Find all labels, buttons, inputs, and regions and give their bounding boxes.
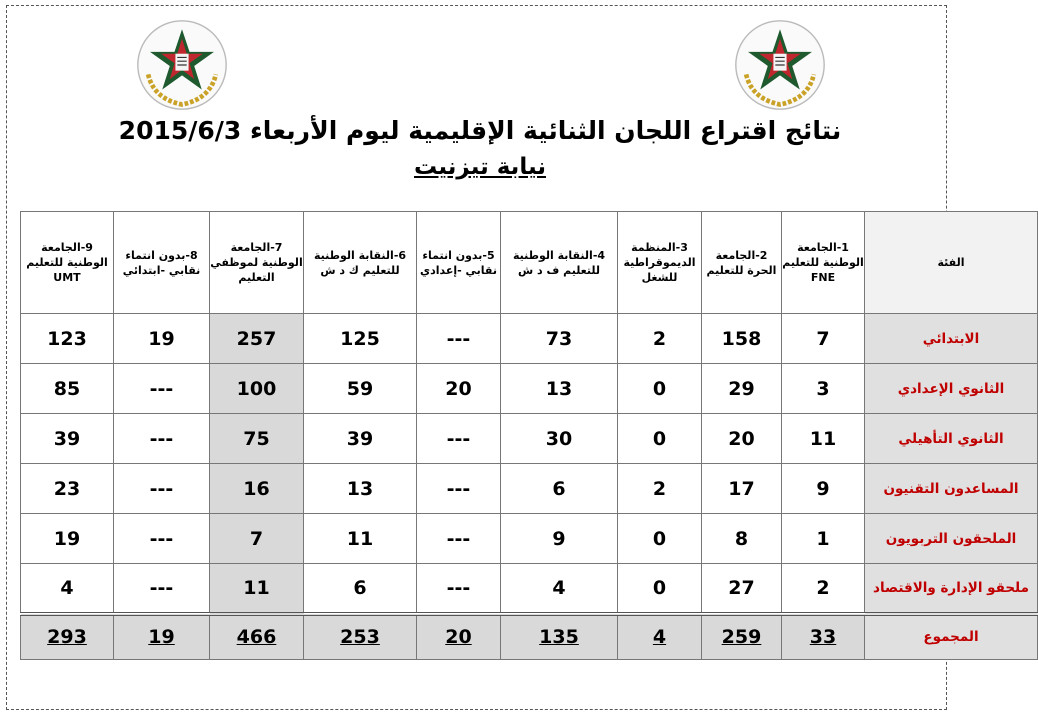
value-cell: 2 [782, 564, 865, 614]
total-cell: 33 [782, 614, 865, 660]
total-cell: 4 [618, 614, 702, 660]
table-row [21, 314, 1038, 364]
total-cell: 253 [304, 614, 417, 660]
column-header: 7-الجامعة الوطنية لموظفي التعليم [210, 212, 304, 314]
emblem-logo-left-icon [135, 18, 229, 112]
value-cell: 20 [702, 414, 782, 464]
value-cell: 3 [782, 364, 865, 414]
value-cell: 100 [210, 364, 304, 414]
table-row [21, 364, 1038, 414]
page-title: نتائج اقتراع اللجان الثنائية الإقليمية ليوم الأربعاء 2015/6/3 [118, 116, 842, 145]
value-cell: 59 [304, 364, 417, 414]
column-header: 2-الجامعة الحرة للتعليم [702, 212, 782, 314]
total-cell: 19 [114, 614, 210, 660]
value-cell: 19 [114, 314, 210, 364]
column-header: 1-الجامعة الوطنية للتعليم FNE [782, 212, 865, 314]
value-cell: 2 [618, 314, 702, 364]
value-cell: 9 [501, 514, 618, 564]
value-cell: --- [417, 514, 501, 564]
value-cell: --- [114, 414, 210, 464]
value-cell: 7 [210, 514, 304, 564]
value-cell: 1 [782, 514, 865, 564]
total-cell: 293 [21, 614, 114, 660]
value-cell: 2 [618, 464, 702, 514]
results-table [20, 211, 1038, 660]
value-cell: 13 [304, 464, 417, 514]
value-cell: 11 [210, 564, 304, 614]
value-cell: 11 [782, 414, 865, 464]
column-header: 6-النقابة الوطنية للتعليم ك د ش [304, 212, 417, 314]
category-cell: ملحقو الإدارة والاقتصاد [865, 564, 1038, 614]
value-cell: --- [417, 414, 501, 464]
value-cell: --- [417, 564, 501, 614]
subtitle-text: نيابة تيزنيت [414, 154, 546, 180]
value-cell: 29 [702, 364, 782, 414]
value-cell: 11 [304, 514, 417, 564]
value-cell: --- [417, 314, 501, 364]
value-cell: --- [114, 564, 210, 614]
total-cell: 135 [501, 614, 618, 660]
value-cell: 7 [782, 314, 865, 364]
value-cell: 9 [782, 464, 865, 514]
value-cell: 158 [702, 314, 782, 364]
value-cell: 17 [702, 464, 782, 514]
category-cell: الملحقون التربويون [865, 514, 1038, 564]
value-cell: 19 [21, 514, 114, 564]
value-cell: 4 [21, 564, 114, 614]
value-cell: 27 [702, 564, 782, 614]
column-header: 4-النقابة الوطنية للتعليم ف د ش [501, 212, 618, 314]
value-cell: 39 [21, 414, 114, 464]
value-cell: 123 [21, 314, 114, 364]
value-cell: 0 [618, 514, 702, 564]
value-cell: 23 [21, 464, 114, 514]
value-cell: --- [114, 364, 210, 414]
category-cell: الثانوي الإعدادي [865, 364, 1038, 414]
table-header-row [21, 212, 1038, 314]
total-cell: 259 [702, 614, 782, 660]
column-header: 8-بدون انتماء نقابي -ابتدائي [114, 212, 210, 314]
table-row [21, 464, 1038, 514]
value-cell: 73 [501, 314, 618, 364]
column-header: 5-بدون انتماء نقابي -إعدادي [417, 212, 501, 314]
column-header: 3-المنظمة الديموقراطية للشغل [618, 212, 702, 314]
value-cell: 75 [210, 414, 304, 464]
value-cell: 125 [304, 314, 417, 364]
value-cell: 16 [210, 464, 304, 514]
value-cell: 8 [702, 514, 782, 564]
value-cell: --- [114, 514, 210, 564]
value-cell: 0 [618, 364, 702, 414]
value-cell: 6 [501, 464, 618, 514]
total-cell: 466 [210, 614, 304, 660]
category-cell: الابتدائي [865, 314, 1038, 364]
category-header: الفئة [865, 212, 1038, 314]
category-cell: المساعدون التقنيون [865, 464, 1038, 514]
value-cell: 20 [417, 364, 501, 414]
value-cell: 30 [501, 414, 618, 464]
emblem-logo-right-icon [733, 18, 827, 112]
table-row [21, 564, 1038, 614]
value-cell: --- [114, 464, 210, 514]
value-cell: 0 [618, 414, 702, 464]
value-cell: 4 [501, 564, 618, 614]
category-cell: الثانوي التأهيلي [865, 414, 1038, 464]
table-row [21, 514, 1038, 564]
total-cell: 20 [417, 614, 501, 660]
total-row [21, 614, 1038, 660]
value-cell: --- [417, 464, 501, 514]
total-label: المجموع [865, 614, 1038, 660]
value-cell: 0 [618, 564, 702, 614]
value-cell: 6 [304, 564, 417, 614]
table-row [21, 414, 1038, 464]
value-cell: 13 [501, 364, 618, 414]
value-cell: 39 [304, 414, 417, 464]
page-subtitle [0, 154, 960, 180]
value-cell: 85 [21, 364, 114, 414]
value-cell: 257 [210, 314, 304, 364]
column-header: 9-الجامعة الوطنية للتعليم UMT [21, 212, 114, 314]
